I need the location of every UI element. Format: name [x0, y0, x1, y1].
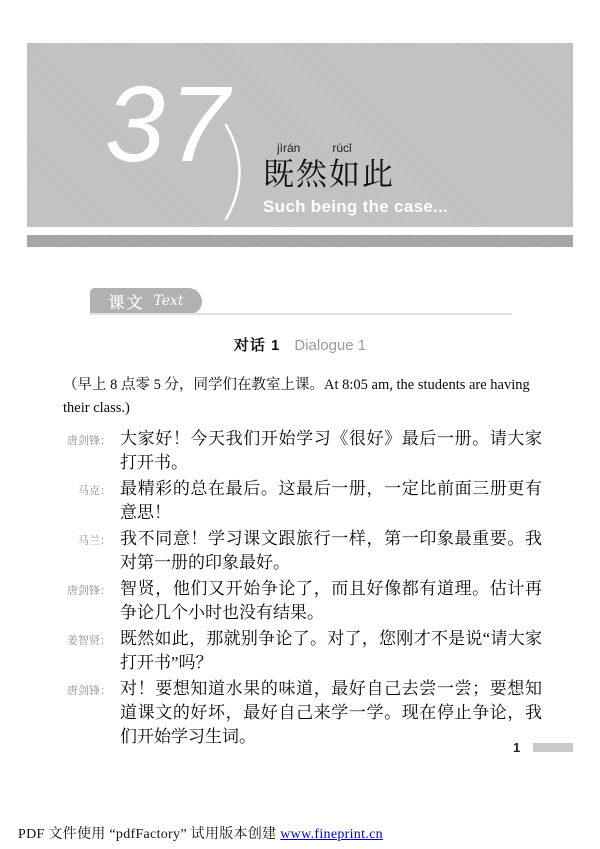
dialogue-entry — [63, 527, 542, 575]
utterance-text: 最精彩的总在最后。这最后一册，一定比前面三册更有意思！ — [120, 479, 542, 522]
scene-intro: （早上 8 点零 5 分，同学们在教室上课。At 8:05 am, the students are having their class.) — [63, 377, 530, 416]
utterance-text: 智贤，他们又开始争论了，而且好像都有道理。估计再争论几个小时也没有结果。 — [120, 579, 542, 622]
dialogue-entry — [63, 627, 542, 675]
lesson-title-block — [263, 141, 448, 217]
dialogue-entry — [63, 477, 542, 525]
paren-arc-icon — [223, 123, 257, 221]
lesson-number: 37 — [105, 63, 234, 184]
section-tab-rule — [90, 313, 512, 315]
page-number-bar — [533, 743, 573, 752]
page-number: 1 — [513, 740, 521, 755]
speaker-name: 唐剑锋： — [67, 685, 111, 697]
lesson-title-english: Such being the case... — [263, 197, 449, 217]
dialogue-entry — [63, 677, 542, 749]
utterance-text: 大家好！今天我们开始学习《很好》最后一册。请大家打开书。 — [120, 429, 542, 472]
section-tab-label-english: Text — [153, 293, 184, 309]
section-tab-label-chinese: 课文 — [108, 294, 145, 312]
speaker-name: 唐剑锋： — [67, 585, 111, 597]
utterance-text: 我不同意！学习课文跟旅行一样，第一印象最重要。我对第一册的印象最好。 — [120, 529, 542, 572]
dialogue-heading — [0, 334, 600, 355]
pinyin-row — [277, 141, 448, 155]
utterance-text: 对！要想知道水果的味道，最好自己去尝一尝；要想知道课文的好坏，最好自己来学一学。现在停止争论，我们开始学习生词。 — [120, 679, 542, 746]
pdf-footer — [18, 823, 383, 843]
dialogue-heading-english: Dialogue 1 — [294, 337, 367, 354]
speaker-name: 马克： — [78, 485, 111, 497]
lesson-title-chinese: 既然如此 — [263, 157, 395, 192]
speaker-name: 姜智贤： — [67, 635, 111, 647]
pdf-footer-text: PDF 文件使用 “pdfFactory” 试用版本创建 — [18, 827, 281, 842]
page-number-row — [513, 740, 573, 755]
dialogue-entry — [63, 427, 542, 475]
dialogue-heading-chinese: 对话 1 — [233, 337, 281, 354]
utterance-text: 既然如此，那就别争论了。对了，您刚才不是说“请大家打开书”吗？ — [120, 629, 542, 672]
pinyin-word-2: rúcǐ — [332, 141, 352, 155]
dialogue-body — [63, 374, 542, 751]
speaker-name: 马兰： — [78, 535, 111, 547]
lesson-banner — [27, 43, 573, 227]
fineprint-link[interactable]: www.fineprint.cn — [280, 827, 383, 842]
speaker-name: 唐剑锋： — [67, 435, 111, 447]
pinyin-word-1: jìrán — [277, 141, 301, 155]
banner-bottom-strip — [27, 235, 573, 247]
section-tab-text — [90, 288, 202, 314]
dialogue-entry — [63, 577, 542, 625]
